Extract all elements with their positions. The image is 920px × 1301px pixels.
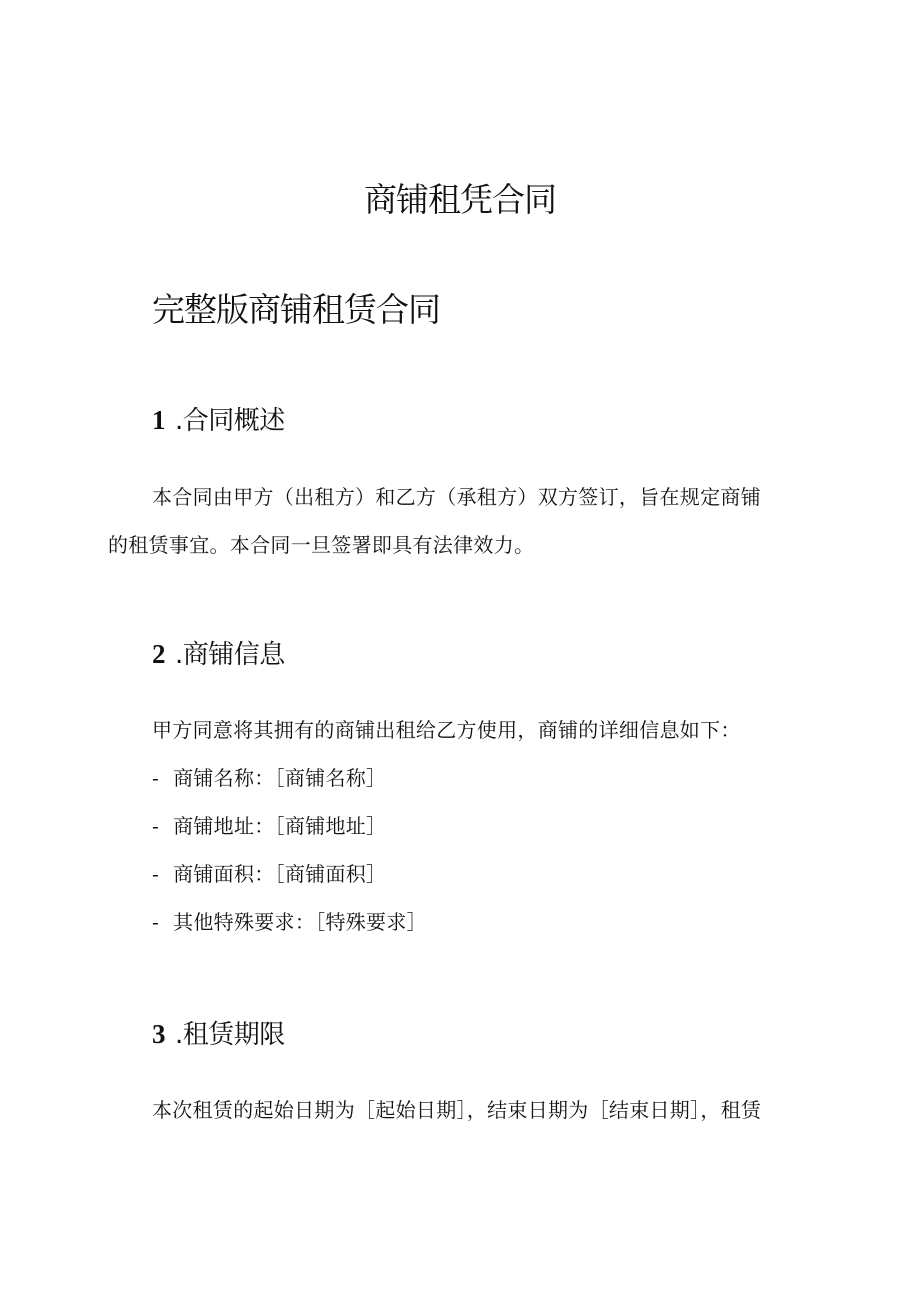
section-2-intro: 甲方同意将其拥有的商铺出租给乙方使用，商铺的详细信息如下： (152, 718, 741, 742)
section-1-heading (152, 400, 285, 437)
section-1-number: 1 (152, 405, 165, 435)
list-item (152, 762, 386, 791)
section-2-heading (152, 634, 285, 671)
list-item-dash: - (152, 910, 160, 934)
document-title: 商铺租凭合同 (364, 180, 556, 219)
section-2-title: .商铺信息 (175, 640, 285, 670)
list-item-dash: - (152, 766, 160, 790)
section-2-number: 2 (152, 639, 165, 669)
document-subtitle: 完整版商铺租赁合同 (152, 290, 440, 329)
list-item-text: 商铺面积：［商铺面积］ (173, 862, 387, 886)
section-3-paragraph-line-1: 本次租赁的起始日期为［起始日期］，结束日期为［结束日期］，租赁 (152, 1098, 762, 1122)
list-item-text: 商铺地址：［商铺地址］ (173, 814, 387, 838)
section-3-heading (152, 1014, 285, 1051)
section-3-number: 3 (152, 1019, 165, 1049)
section-3-title: .租赁期限 (175, 1020, 285, 1050)
list-item-text: 商铺名称：［商铺名称］ (173, 766, 387, 790)
section-1-paragraph-line-2: 的租赁事宜。本合同一旦签署即具有法律效力。 (108, 533, 535, 557)
list-item (152, 858, 386, 887)
list-item (152, 906, 427, 935)
list-item-text: 其他特殊要求：［特殊要求］ (173, 910, 427, 934)
list-item (152, 810, 386, 839)
section-1-paragraph-line-1: 本合同由甲方（出租方）和乙方（承租方）双方签订，旨在规定商铺 (152, 485, 761, 509)
section-1-title: .合同概述 (175, 406, 285, 436)
list-item-dash: - (152, 814, 160, 838)
list-item-dash: - (152, 862, 160, 886)
